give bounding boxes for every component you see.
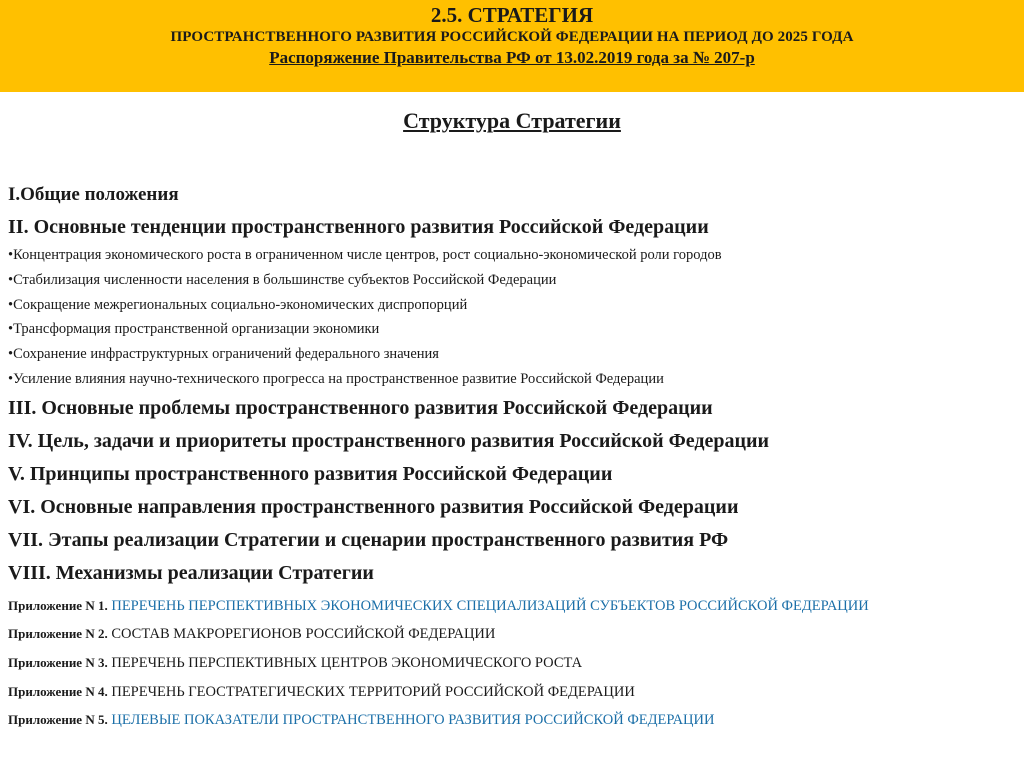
- bullet-item: •Усиление влияния научно-технического прогресса на пространственное развитие Российской Федерации: [8, 370, 664, 387]
- bullet-item: •Стабилизация численности населения в большинстве субъектов Российской Федерации: [8, 271, 557, 288]
- appendix-item: [8, 649, 1014, 678]
- appendix-item: [8, 592, 1014, 621]
- bullet-item: •Концентрация экономического роста в ограниченном числе центров, рост социально-экономической роли городов: [8, 247, 722, 263]
- section-6: VI. Основные направления пространственного развития Российской Федерации: [8, 495, 739, 518]
- header-title: 2.5. СТРАТЕГИЯ: [430, 3, 594, 27]
- structure-title: Структура Стратегии: [403, 108, 621, 133]
- section-7: VII. Этапы реализации Стратегии и сценарии пространственного развития РФ: [8, 528, 729, 551]
- appendix-label: Приложение N 4.: [8, 683, 108, 699]
- appendix-label: Приложение N 2.: [8, 626, 108, 642]
- appendix-item: [8, 706, 1014, 735]
- section-4: IV. Цель, задачи и приоритеты пространственного развития Российской Федерации: [8, 429, 770, 452]
- section-2: II. Основные тенденции пространственного развития Российской Федерации: [8, 216, 709, 238]
- appendix-list: [8, 592, 1014, 735]
- bullet-item: •Сокращение межрегиональных социально-экономических диспропорций: [8, 296, 468, 313]
- appendix-text: ПЕРЕЧЕНЬ ПЕРСПЕКТИВНЫХ ЦЕНТРОВ ЭКОНОМИЧЕСКОГО РОСТА: [111, 654, 583, 671]
- appendix-label: Приложение N 3.: [8, 654, 108, 670]
- header-banner: [0, 0, 1024, 92]
- appendix-label: Приложение N 1.: [8, 597, 108, 613]
- appendix-link[interactable]: ЦЕЛЕВЫЕ ПОКАЗАТЕЛИ ПРОСТРАНСТВЕННОГО РАЗВИТИЯ РОССИЙСКОЙ ФЕДЕРАЦИИ: [111, 712, 715, 729]
- appendix-item: [8, 678, 1014, 707]
- header-decree: Распоряжение Правительства РФ от 13.02.2019 года за № 207-р: [269, 48, 755, 67]
- appendix-label: Приложение N 5.: [8, 712, 108, 728]
- header-subtitle: ПРОСТРАНСТВЕННОГО РАЗВИТИЯ РОССИЙСКОЙ ФЕДЕРАЦИИ НА ПЕРИОД ДО 2025 ГОДА: [170, 29, 854, 45]
- appendix-text: ПЕРЕЧЕНЬ ГЕОСТРАТЕГИЧЕСКИХ ТЕРРИТОРИЙ РОССИЙСКОЙ ФЕДЕРАЦИИ: [111, 683, 635, 700]
- section-8: VIII. Механизмы реализации Стратегии: [8, 561, 374, 584]
- appendix-link[interactable]: ПЕРЕЧЕНЬ ПЕРСПЕКТИВНЫХ ЭКОНОМИЧЕСКИХ СПЕЦИАЛИЗАЦИЙ СУБЪЕКТОВ РОССИЙСКОЙ ФЕДЕРАЦИИ: [111, 597, 869, 614]
- bullet-item: •Трансформация пространственной организации экономики: [8, 321, 380, 338]
- section-5: V. Принципы пространственного развития Российской Федерации: [8, 462, 613, 485]
- appendix-text: СОСТАВ МАКРОРЕГИОНОВ РОССИЙСКОЙ ФЕДЕРАЦИИ: [111, 626, 496, 643]
- section-2-bullets: [8, 243, 1014, 392]
- section-1: I.Общие положения: [8, 184, 179, 205]
- bullet-item: •Сохранение инфраструктурных ограничений федерального значения: [8, 346, 439, 363]
- section-3: III. Основные проблемы пространственного развития Российской Федерации: [8, 396, 713, 419]
- appendix-item: [8, 620, 1014, 649]
- structure-list: [8, 178, 1014, 735]
